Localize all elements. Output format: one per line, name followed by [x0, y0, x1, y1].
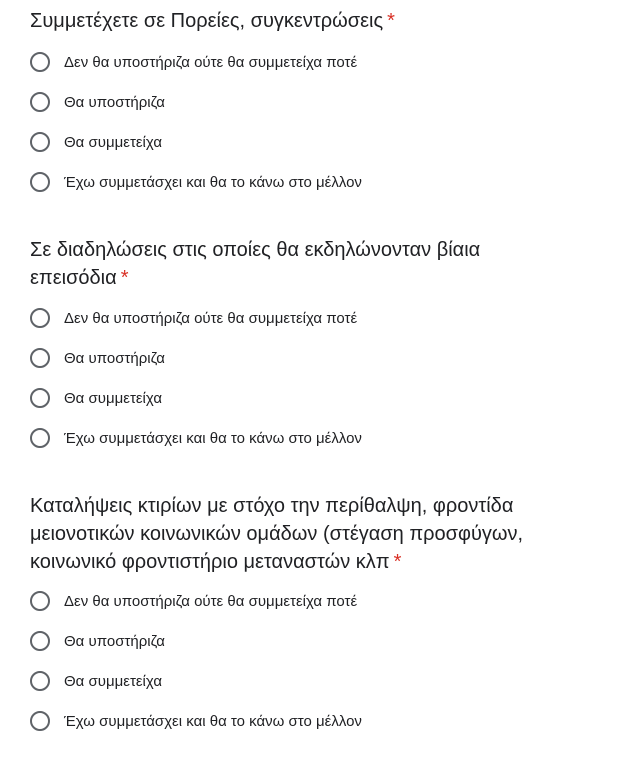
- radio-button[interactable]: [30, 591, 50, 611]
- radio-button[interactable]: [30, 671, 50, 691]
- option-label: Θα συμμετείχα: [64, 672, 163, 690]
- radio-button[interactable]: [30, 428, 50, 448]
- question-title: Συμμετέχετε σε Πορείες, συγκεντρώσεις *: [30, 10, 395, 32]
- option-label: Θα υποστήριζα: [64, 93, 165, 111]
- question-building-occupations: [30, 492, 560, 576]
- option-label: Θα συμμετείχα: [64, 389, 163, 407]
- radio-button[interactable]: [30, 172, 50, 192]
- required-asterisk: *: [387, 10, 395, 32]
- option-participate[interactable]: [30, 384, 162, 412]
- radio-button[interactable]: [30, 52, 50, 72]
- question-violent-protests: [30, 236, 550, 292]
- option-label: Θα συμμετείχα: [64, 133, 163, 151]
- option-have-participated[interactable]: [30, 424, 362, 452]
- radio-button[interactable]: [30, 308, 50, 328]
- radio-button[interactable]: [30, 348, 50, 368]
- option-label: Έχω συμμετάσχει και θα το κάνω στο μέλλον: [64, 712, 362, 730]
- option-never[interactable]: [30, 587, 357, 615]
- option-participate[interactable]: [30, 128, 162, 156]
- option-participate[interactable]: [30, 667, 162, 695]
- option-support[interactable]: [30, 627, 165, 655]
- option-support[interactable]: [30, 88, 165, 116]
- radio-button[interactable]: [30, 631, 50, 651]
- radio-button[interactable]: [30, 388, 50, 408]
- radio-button[interactable]: [30, 711, 50, 731]
- question-title: Καταλήψεις κτιρίων με στόχο την περίθαλψη, φροντίδα μειονοτικών κοινωνικών ομάδων (στέγαση προσφύγων, κοινωνικό φροντιστήριο μεταναστών κλπ *: [30, 495, 524, 573]
- option-support[interactable]: [30, 344, 165, 372]
- option-label: Δεν θα υποστήριζα ούτε θα συμμετείχα ποτέ: [64, 592, 358, 610]
- option-label: Δεν θα υποστήριζα ούτε θα συμμετείχα ποτέ: [64, 309, 358, 327]
- question-title: Σε διαδηλώσεις στις οποίες θα εκδηλώνονταν βίαια επεισόδια *: [30, 239, 481, 289]
- option-label: Δεν θα υποστήριζα ούτε θα συμμετείχα ποτέ: [64, 53, 358, 71]
- option-label: Έχω συμμετάσχει και θα το κάνω στο μέλλον: [64, 173, 362, 191]
- option-have-participated[interactable]: [30, 707, 362, 735]
- required-asterisk: *: [393, 551, 402, 573]
- option-label: Θα υποστήριζα: [64, 632, 165, 650]
- option-label: Έχω συμμετάσχει και θα το κάνω στο μέλλον: [64, 429, 362, 447]
- required-asterisk: *: [120, 267, 129, 289]
- option-never[interactable]: [30, 48, 357, 76]
- radio-button[interactable]: [30, 132, 50, 152]
- question-marches: [30, 7, 610, 35]
- radio-button[interactable]: [30, 92, 50, 112]
- option-never[interactable]: [30, 304, 357, 332]
- option-have-participated[interactable]: [30, 168, 362, 196]
- option-label: Θα υποστήριζα: [64, 349, 165, 367]
